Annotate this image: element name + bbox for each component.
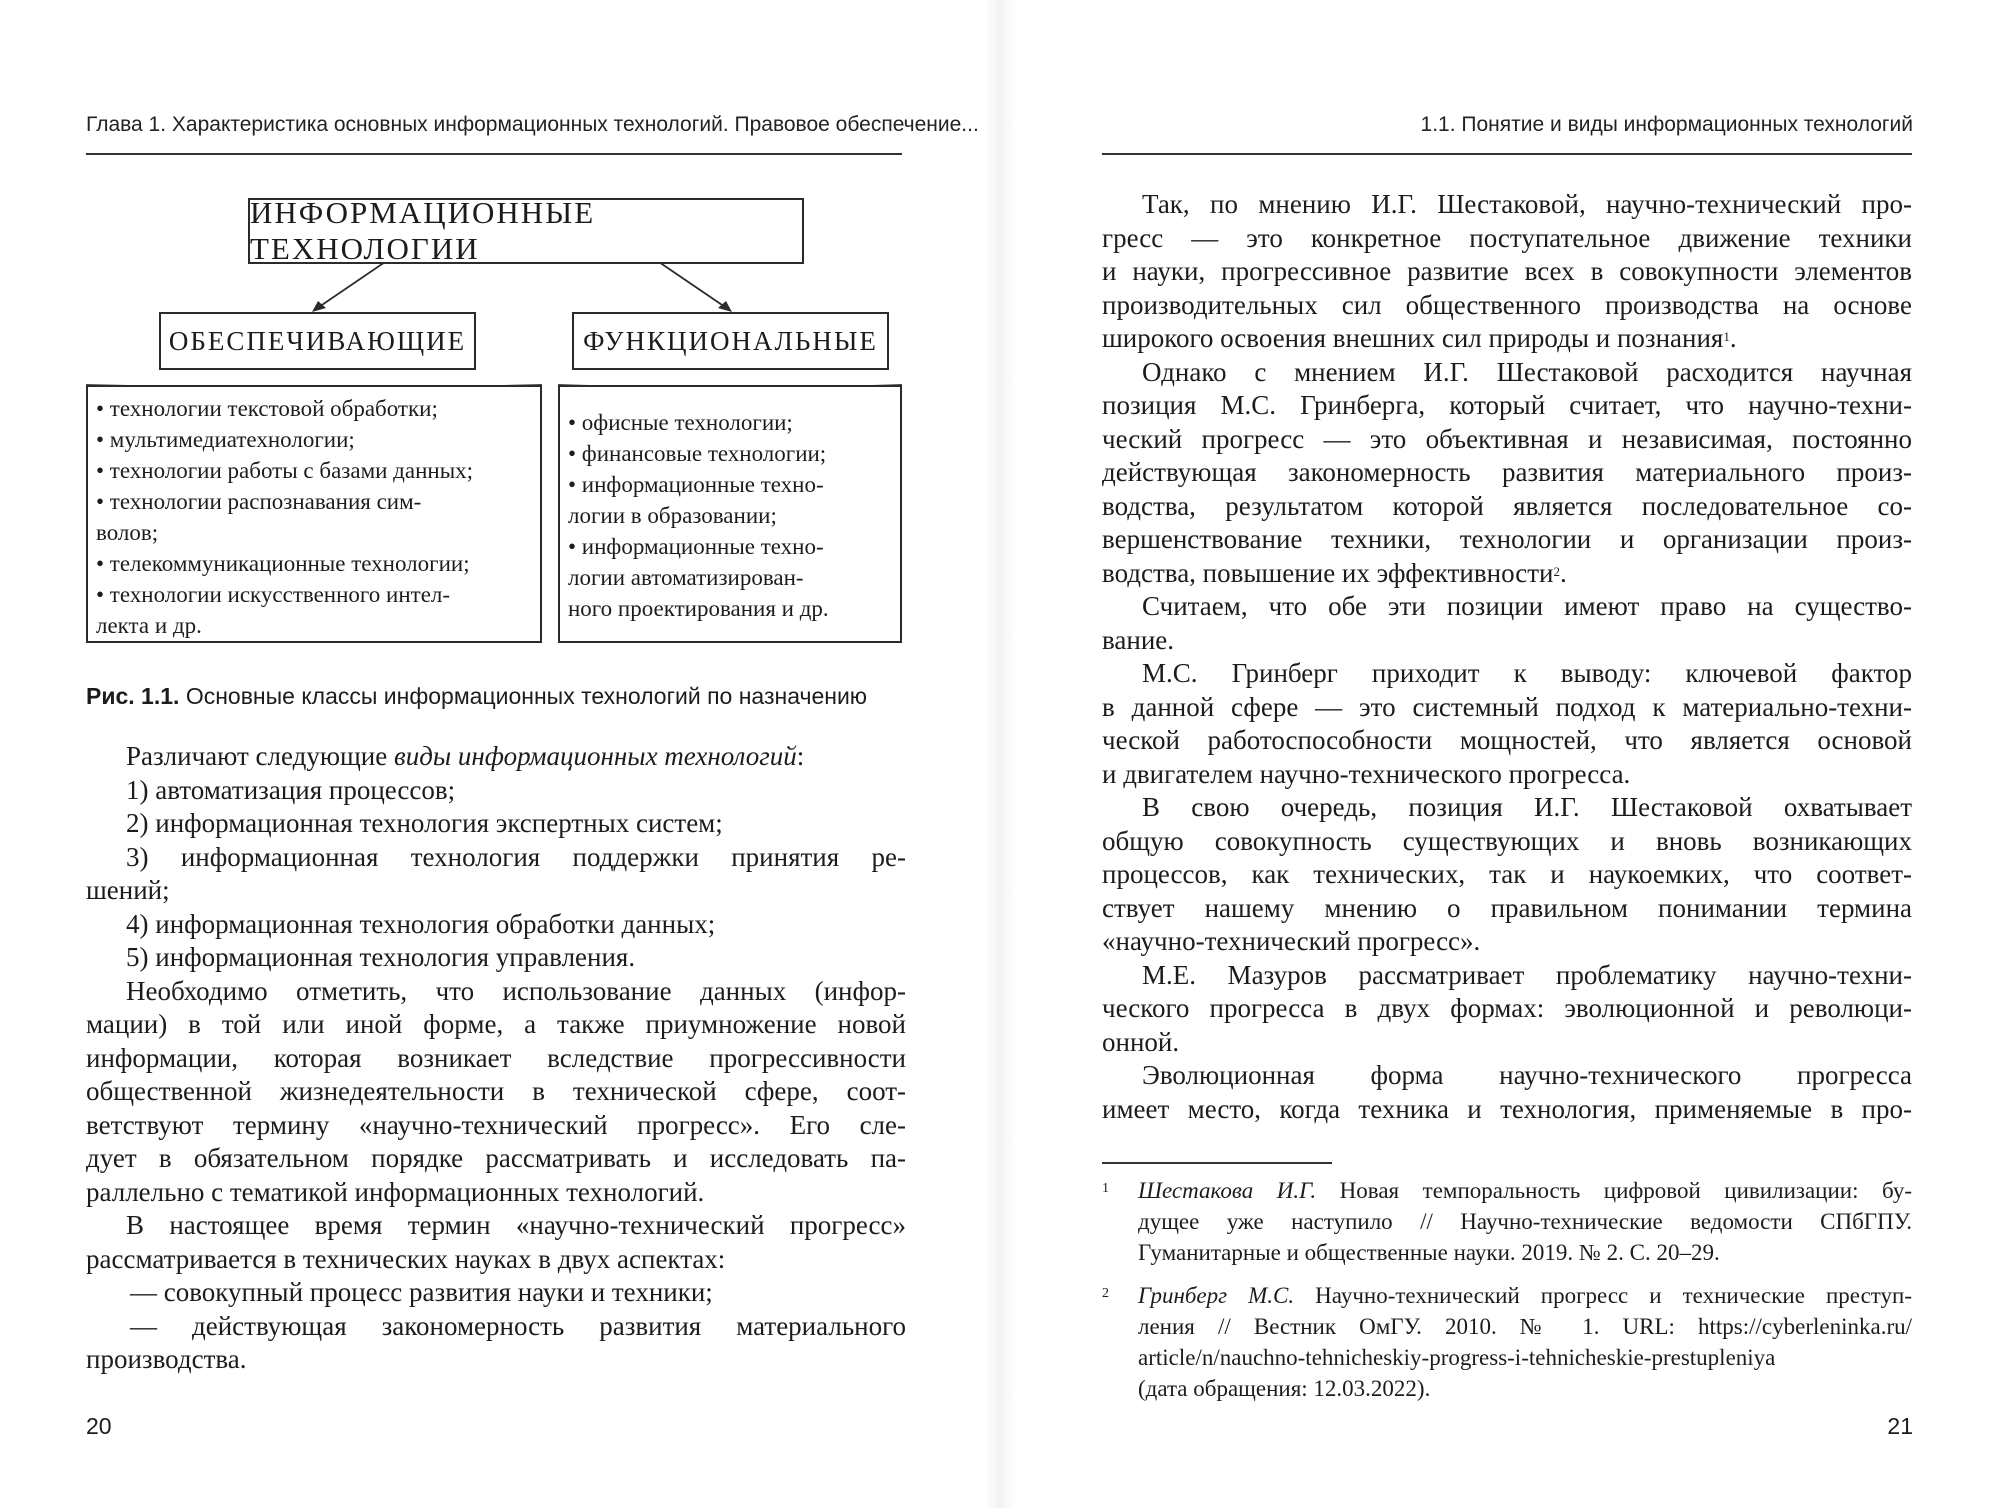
footnote-author: Гринберг М.С. [1138,1283,1295,1308]
footnote-1 [1102,1175,1912,1268]
text-line: дует в обязательном порядке рассматривать и исследовать па- [86,1143,906,1173]
figure-label: Рис. 1.1. [86,683,180,709]
text-line: «научно-технический прогресс». [1102,926,1481,956]
text-line: ческий прогресс — это объективная и независимая, постоянно [1102,423,1912,454]
intro-end: : [796,741,805,771]
footnote-2 [1102,1280,1912,1404]
functional-technologies-list [558,385,902,643]
footnote-text: Новая темпоральность цифровой цивилизации: бу- [1316,1178,1912,1203]
figure-caption-text: Основные классы информационных технологий по назначению [185,683,868,709]
running-head-left: Глава 1. Характеристика основных информационных технологий. Правовое обеспечение... [86,113,979,136]
text-line: ветствуют термину «научно-технический прогресс». Его сле- [86,1109,906,1140]
functional-category-box: ФУНКЦИОНАЛЬНЫЕ [572,312,889,370]
list-item: • информационные техно- [568,472,824,497]
footnote-ref-2[interactable]: 2 [1553,563,1560,579]
text-line: общую совокупность существующих и вновь возникающих [1102,825,1912,856]
footnote-number: 1 [1102,1181,1109,1196]
text-line: гресс — это конкретное поступательное движение техники [1102,222,1912,253]
text-line: позиция М.С. Гринберга, который считает, что научно-техни- [1102,390,1912,420]
footnote-line: (дата обращения: 12.03.2022). [1138,1376,1431,1401]
text-line: В настоящее время термин «научно-технический прогресс» [126,1210,906,1240]
list-item: • офисные технологии; [568,410,793,435]
footnote-rule [1102,1162,1332,1164]
supporting-technologies-list [86,385,542,643]
list-item: • мультимедиатехнологии; [96,427,355,452]
footnote-line: Гуманитарные и общественные науки. 2019. № 2. С. 20–29. [1138,1240,1720,1265]
list-item: ного проектирования и др. [568,596,829,621]
dash-item: — совокупный процесс развития науки и техники; [130,1277,713,1307]
text-line: общественной жизнедеятельности в технической сфере, соот- [86,1076,906,1106]
list-item: логии в образовании; [568,503,777,528]
footnote-text: Научно-технический прогресс и технические преступ- [1294,1283,1912,1308]
header-rule-right [1102,153,1912,155]
dash-item: — действующая закономерность развития материального [130,1310,906,1341]
text-line: М.Е. Мазуров рассматривает проблематику научно-техни- [1142,959,1912,990]
footnotes [1102,1175,1912,1404]
text-line: и двигателем научно-технического прогресса. [1102,758,1631,789]
footnote-line [1138,1280,1912,1311]
supporting-category-box: ОБЕСПЕЧИВАЮЩИЕ [159,312,476,370]
text-line: производства. [86,1344,247,1374]
text-line: информации, которая возникает вследствие прогрессивности [86,1042,906,1073]
list-line: 2) информационная технология экспертных систем; [126,808,723,838]
page-number-right: 21 [1887,1413,1913,1439]
text-line: вершенствование техники, технологии и организации произ- [1102,524,1912,554]
text-line: ствует нашему мнению о правильном понимании термина [1102,892,1912,923]
list-item: • технологии искусственного интел- [96,582,451,607]
text-line: процессов, как технических, так и наукоемких, что соответ- [1102,859,1912,889]
text-line: в данной сфере — это системный подход к материально-техни- [1102,691,1912,722]
list-item: логии автоматизирован- [568,565,804,590]
page-number-left: 20 [86,1413,112,1439]
text-line: Эволюционная форма научно-технического прогресса [1142,1060,1912,1090]
text-line: действующая закономерность развития материального произ- [1102,457,1912,487]
right-page [1000,0,2000,1508]
list-line: 3) информационная технология поддержки принятия ре- [126,841,906,872]
text-line: мации) в той или иной форме, а также приумножение новой [86,1009,906,1039]
right-body-text [1102,188,1912,1126]
text-line: раллельно с тематикой информационных технологий. [86,1176,705,1207]
list-item: • информационные техно- [568,534,824,559]
text-line: В свою очередь, позиция И.Г. Шестаковой охватывает [1142,792,1912,822]
footnote-number: 2 [1102,1286,1109,1301]
footnote-ref-1[interactable]: 1 [1723,329,1730,344]
list-item: • технологии текстовой обработки; [96,396,438,421]
text-line: М.С. Гринберг приходит к выводу: ключевой фактор [1142,658,1912,688]
text-line: и науки, прогрессивное развитие всех в совокупности элементов [1102,256,1912,286]
footnote-line: дущее уже наступило // Научно-технические ведомости СПбГПУ. [1138,1209,1912,1234]
text-line: производительных сил общественного производства на основе [1102,289,1912,320]
text-line: Так, по мнению И.Г. Шестаковой, научно-технический про- [1142,189,1912,219]
text-line: широкого освоения внешних сил природы и познания$^1$. [1102,323,1737,353]
list-item: лекта и др. [96,613,202,638]
intro-text: Различают следующие [126,741,394,771]
left-body-text [86,740,906,1377]
text-line: Считаем, что обе эти позиции имеют право на существо- [1142,591,1912,621]
list-item: волов; [96,520,159,545]
text-line: онной. [1102,1026,1180,1057]
text-line: рассматривается в технических науках в двух аспектах: [86,1243,726,1274]
list-item: • технологии работы с базами данных; [96,458,474,483]
footnote-line [1138,1175,1912,1206]
footnote-author: Шестакова И.Г. [1138,1178,1317,1203]
text-line: водства, результатом которой является последовательное со- [1102,490,1912,521]
text-span: водства, повышение их эффективности [1102,557,1554,588]
main-category-box: ИНФОРМАЦИОННЫЕ ТЕХНОЛОГИИ [248,198,804,264]
text-line: Однако с мнением И.Г. Шестаковой расходится научная [1142,356,1912,387]
text-span: широкого освоения внешних сил природы и познания [1102,323,1724,353]
intro-italic: виды информационных технологий [393,741,797,771]
classification-diagram [86,190,902,645]
text-line: вание. [1102,624,1175,655]
list-line: 1) автоматизация процессов; [126,774,456,805]
running-head-right: 1.1. Понятие и виды информационных технологий [1420,113,1913,136]
list-line: 4) информационная технология обработки данных; [126,908,716,939]
list-item: • финансовые технологии; [568,441,827,466]
header-rule-left [86,153,902,155]
text-line: ческого прогресса в двух формах: эволюционной и революци- [1102,993,1912,1023]
intro-line [86,740,906,774]
text-line: Необходимо отметить, что использование данных (инфор- [126,975,906,1006]
footnote-line[interactable]: ления // Вестник ОмГУ. 2010. № 1. URL: https://cyberleninka.ru/ [1138,1314,1912,1339]
list-item: • технологии распознавания сим- [96,489,422,514]
list-line: 5) информационная технология управления. [126,942,636,972]
footnote-line[interactable]: article/n/nauchno-tehnicheskiy-progress-i-tehnicheskie-prestupleniya [1138,1345,1776,1370]
text-line: имеет место, когда техника и технология, применяемые в про- [1102,1093,1912,1124]
figure-caption [86,683,916,710]
list-line: шений; [86,875,170,905]
list-item: • телекоммуникационные технологии; [96,551,470,576]
text-line: ческой работоспособности мощностей, что является основой [1102,725,1912,755]
text-line: водства, повышение их эффективности$^2$. [1102,557,1567,588]
